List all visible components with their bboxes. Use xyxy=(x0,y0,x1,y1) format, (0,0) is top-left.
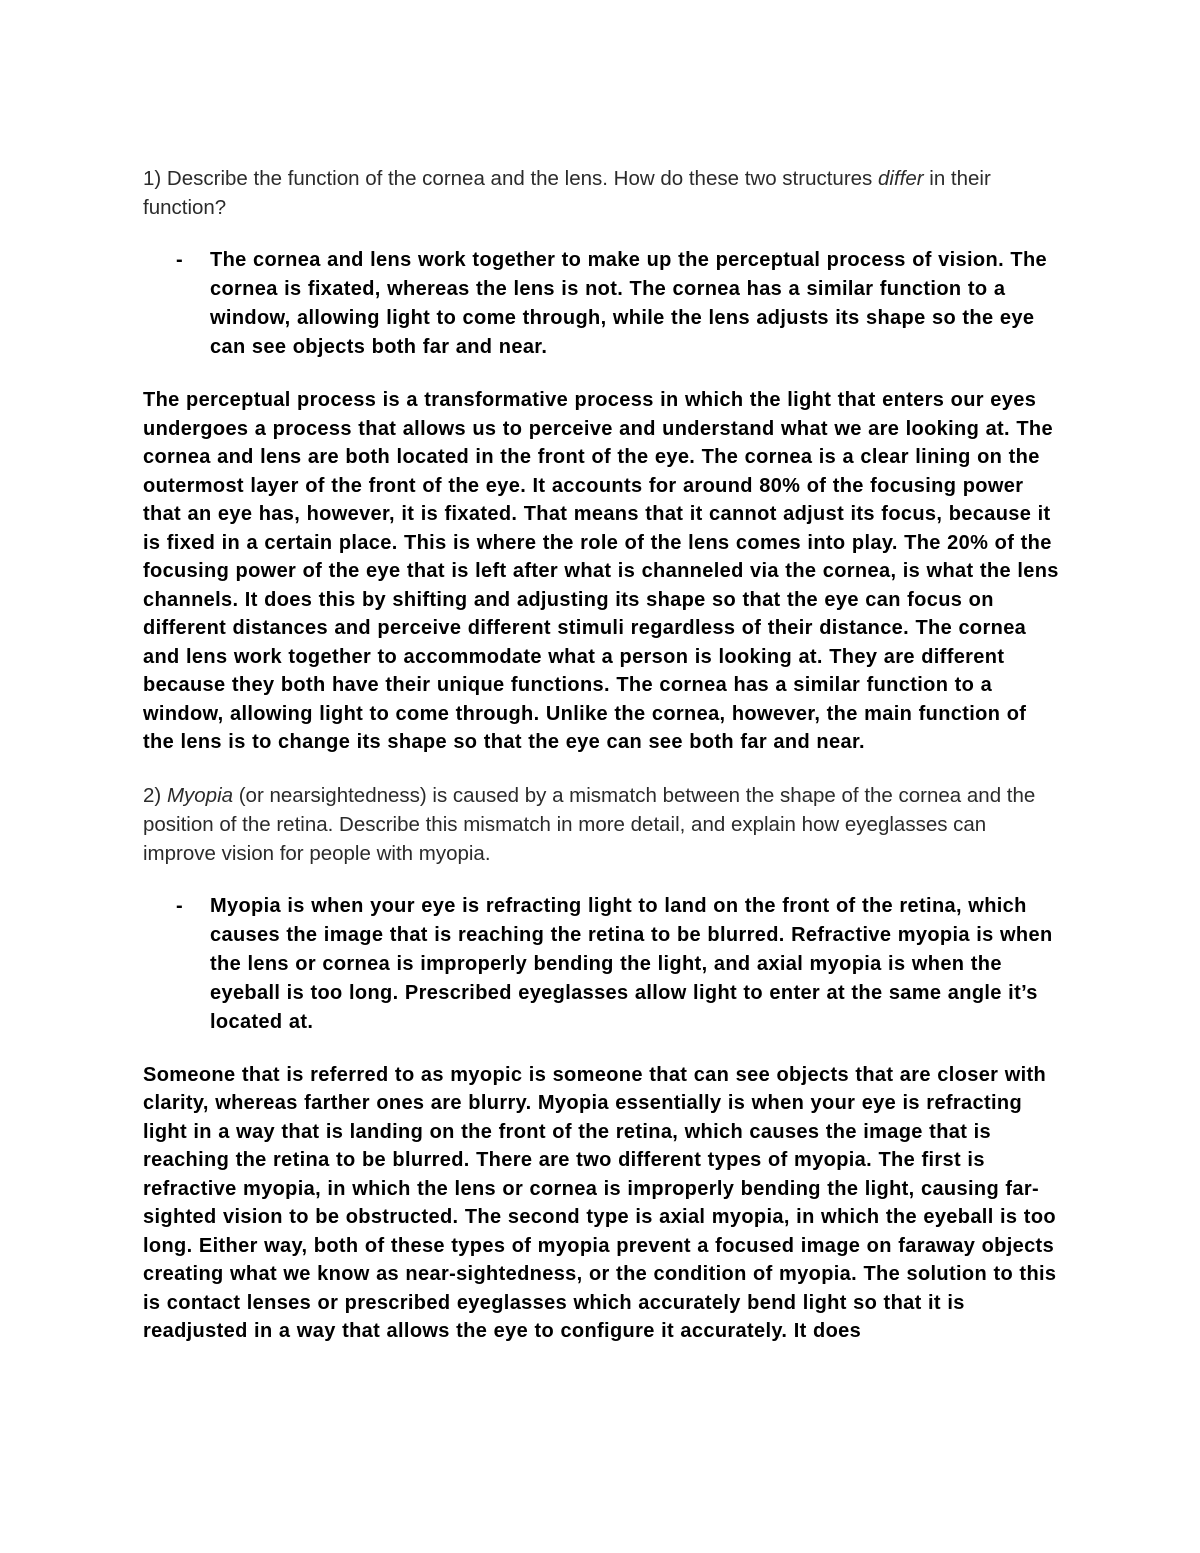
question-1-emphasis: differ xyxy=(878,167,924,190)
question-1 xyxy=(143,164,1063,222)
bullet-dash: - xyxy=(176,894,184,917)
answer-1-bullet-text: The cornea and lens work together to make up the perceptual process of vision. The cornea is fixated, whereas the lens is not. The cornea has a similar function to a window, allowing light to come through, while the lens adjusts its shape so the eye can see objects both far and near. xyxy=(210,249,1047,358)
document-page xyxy=(143,164,1063,1346)
answer-2-paragraph: Someone that is referred to as myopic is someone that can see objects that are closer with clarity, whereas farther ones are blurry. Myopia essentially is when your eye is refracting light in a way that is landing on the front of the retina, which causes the image that is reaching the retina to be blurred. There are two different types of myopia. The first is refractive myopia, in which the lens or cornea is improperly bending the light, causing far-sighted vision to be obstructed. The second type is axial myopia, in which the eyeball is too long. Either way, both of these types of myopia prevent a focused image on faraway objects creating what we know as near-sightedness, or the condition of myopia. The solution to this is contact lenses or prescribed eyeglasses which accurately bend light so that it is readjusted in a way that allows the eye to configure it accurately. It does xyxy=(143,1063,1057,1342)
answer-1-bullet xyxy=(143,246,1063,362)
question-2-text-start: 2) xyxy=(143,783,167,807)
answer-2-bullet xyxy=(143,892,1063,1037)
question-1-text-start: 1) Describe the function of the cornea and the lens. How do these two structures xyxy=(143,167,878,190)
bullet-dash: - xyxy=(176,249,184,271)
question-1-text-end: in their function? xyxy=(143,167,991,219)
answer-1-paragraph: The perceptual process is a transformative process in which the light that enters our eyes undergoes a process that allows us to perceive and understand what we are looking at. The cornea and lens are both located in the front of the eye. The cornea is a clear lining on the outermost layer of the front of the eye. It accounts for around 80% of the focusing power that an eye has, however, it is fixated. That means that it cannot adjust its focus, because it is fixed in a certain place. This is where the role of the lens comes into play. The 20% of the focusing power of the eye that is left after what is channeled via the cornea, is what the lens channels. It does this by shifting and adjusting its shape so that the eye can focus on different distances and perceive different stimuli regardless of their distance. The cornea and lens work together to accommodate what a person is looking at. They are different because they both have their unique functions. The cornea has a similar function to a window, allowing light to come through. Unlike the cornea, however, the main function of the lens is to change its shape so that the eye can see both far and near. xyxy=(143,389,1059,753)
question-2-emphasis: Myopia xyxy=(166,783,234,807)
answer-2-bullet-text: Myopia is when your eye is refracting light to land on the front of the retina, which causes the image that is reaching the retina to be blurred. Refractive myopia is when the lens or cornea is improperly bending the light, and axial myopia is when the eyeball is too long. Prescribed eyeglasses allow light to enter at the same angle it’s located at. xyxy=(210,894,1053,1033)
question-2-text-end: (or nearsightedness) is caused by a mismatch between the shape of the cornea and the position of the retina. Describe this mismatch in more detail, and explain how eyeglasses can improve vision for people with myopia. xyxy=(143,783,1036,865)
question-2 xyxy=(143,781,1063,868)
